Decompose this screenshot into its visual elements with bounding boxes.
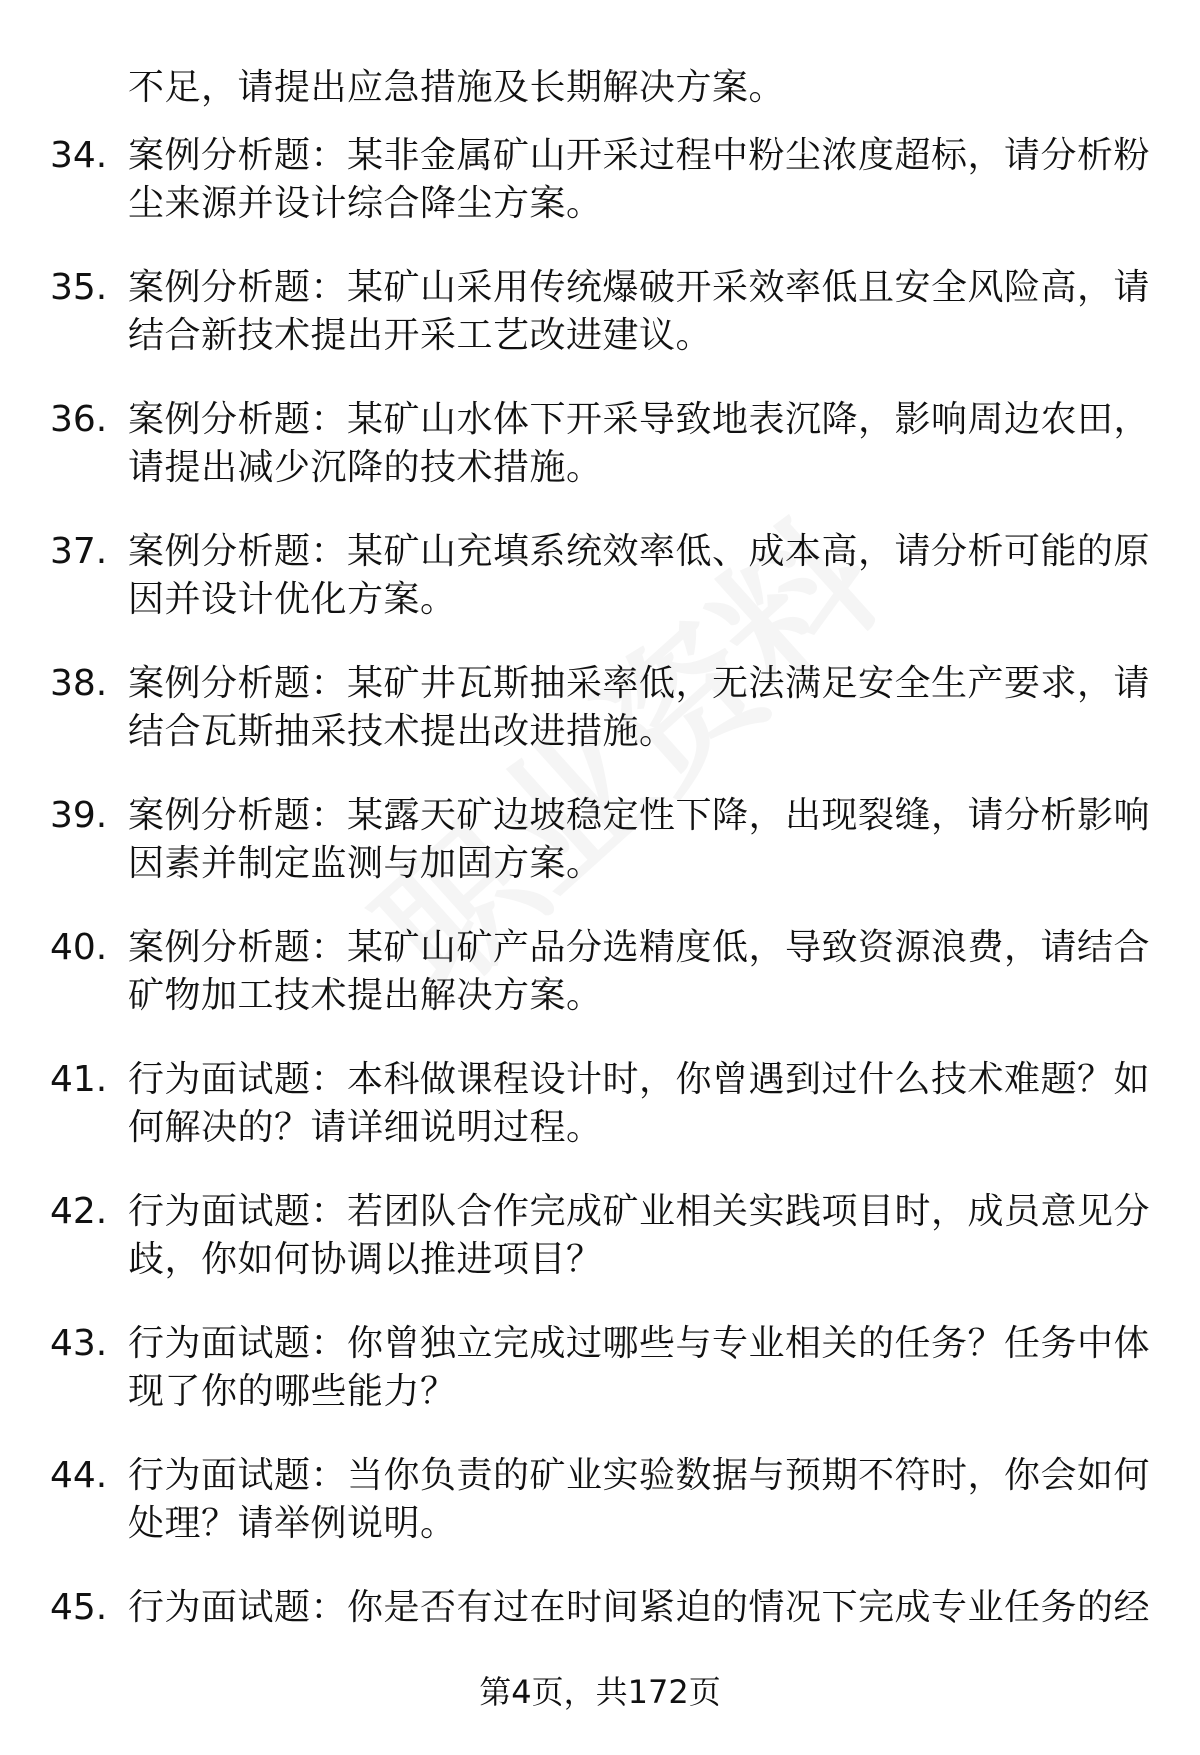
question-text-line: 因并设计优化方案。 [128, 579, 457, 620]
question-text-line: 案例分析题：某矿山采用传统爆破开采效率低且安全风险高，请 [128, 267, 1151, 308]
question-number: 38. [50, 663, 108, 704]
question-text-line: 歧，你如何协调以推进项目？ [128, 1239, 603, 1280]
question-text-line: 案例分析题：某非金属矿山开采过程中粉尘浓度超标，请分析粉 [128, 135, 1151, 176]
page-footer: 第4页，共172页 [479, 1673, 721, 1711]
question-text-line: 何解决的？请详细说明过程。 [128, 1107, 603, 1148]
question-number: 43. [50, 1323, 108, 1364]
question-text-line: 案例分析题：某矿山充填系统效率低、成本高，请分析可能的原 [128, 531, 1151, 572]
question-number: 42. [50, 1191, 108, 1232]
question-text-line: 行为面试题：当你负责的矿业实验数据与预期不符时，你会如何 [128, 1455, 1151, 1496]
question-text-line: 行为面试题：你曾独立完成过哪些与专业相关的任务？任务中体 [128, 1323, 1151, 1364]
question-text-line: 案例分析题：某矿井瓦斯抽采率低，无法满足安全生产要求，请 [128, 663, 1151, 704]
question-number: 45. [50, 1587, 108, 1628]
question-text-line: 现了你的哪些能力？ [128, 1371, 457, 1412]
question-text-line: 结合新技术提出开采工艺改进建议。 [128, 315, 713, 356]
question-text-line: 案例分析题：某露天矿边坡稳定性下降，出现裂缝，请分析影响 [128, 795, 1151, 836]
question-text-line: 处理？请举例说明。 [128, 1503, 457, 1544]
question-number: 39. [50, 795, 108, 836]
question-number: 36. [50, 399, 108, 440]
question-text-line: 矿物加工技术提出解决方案。 [128, 975, 603, 1016]
question-text-line: 案例分析题：某矿山矿产品分选精度低，导致资源浪费，请结合 [128, 927, 1151, 968]
question-text-line: 行为面试题：若团队合作完成矿业相关实践项目时，成员意见分 [128, 1191, 1151, 1232]
question-text-line: 不足，请提出应急措施及长期解决方案。 [128, 67, 786, 108]
question-number: 41. [50, 1059, 108, 1100]
question-text-line: 结合瓦斯抽采技术提出改进措施。 [128, 711, 676, 752]
question-number: 37. [50, 531, 108, 572]
question-number: 44. [50, 1455, 108, 1496]
question-number: 40. [50, 927, 108, 968]
question-text-line: 行为面试题：你是否有过在时间紧迫的情况下完成专业任务的经 [128, 1587, 1151, 1628]
question-text-line: 请提出减少沉降的技术措施。 [128, 447, 603, 488]
question-text-line: 案例分析题：某矿山水体下开采导致地表沉降，影响周边农田， [128, 399, 1151, 440]
question-text-line: 尘来源并设计综合降尘方案。 [128, 183, 603, 224]
question-number: 35. [50, 267, 108, 308]
question-text-line: 因素并制定监测与加固方案。 [128, 843, 603, 884]
question-number: 34. [50, 135, 108, 176]
question-text-line: 行为面试题：本科做课程设计时，你曾遇到过什么技术难题？如 [128, 1059, 1151, 1100]
